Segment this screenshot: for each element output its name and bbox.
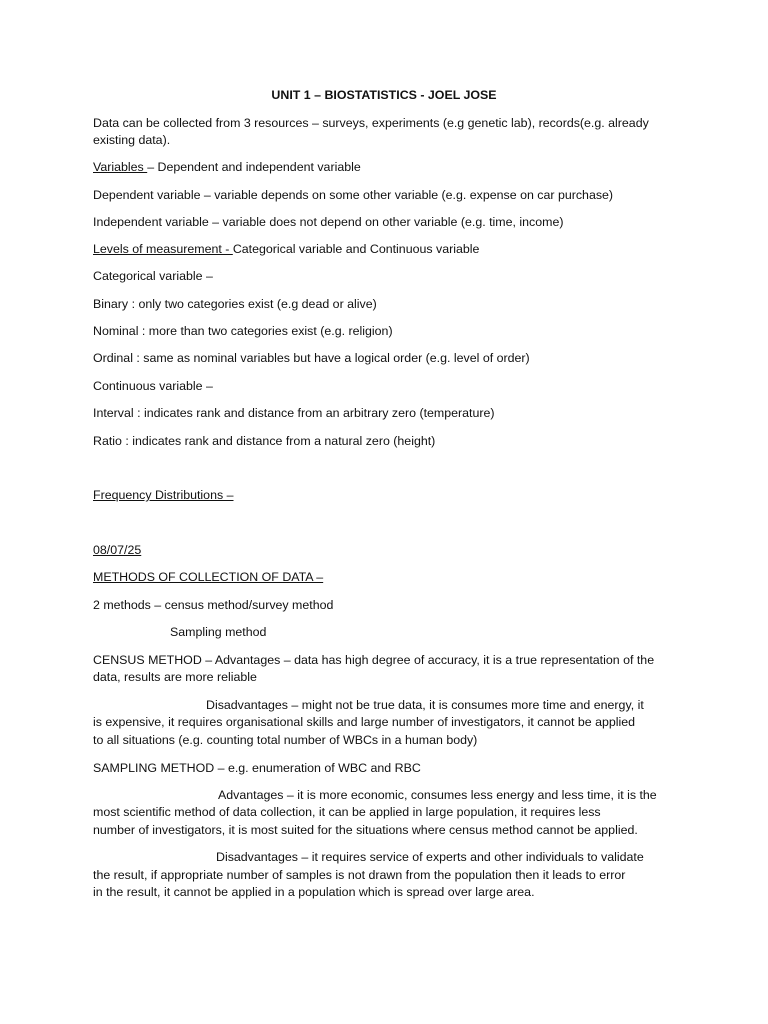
variables-text: – Dependent and independent variable — [147, 160, 361, 174]
sampling-disadvantages-line-2: the result, if appropriate number of samples is not drawn from the population then it leads to error — [93, 868, 626, 882]
variables-heading: Variables — [93, 160, 148, 174]
levels-heading: Levels of measurement - — [93, 242, 233, 256]
collection-line-1: Data can be collected from 3 resources – surveys, experiments (e.g genetic lab), records(e.g. already — [93, 116, 649, 130]
sampling-advantages-line-3: number of investigators, it is most suited for the situations where census method cannot be applied. — [93, 823, 638, 837]
collection-line-2: existing data). — [93, 133, 171, 147]
levels-text: Categorical variable and Continuous variable — [232, 242, 480, 256]
census-disadvantages-line-1: Disadvantages – might not be true data, it is consumes more time and energy, it — [206, 698, 644, 712]
ordinal-text: Ordinal : same as nominal variables but have a logical order (e.g. level of order) — [93, 351, 530, 365]
sampling-advantages-line-1: Advantages – it is more economic, consumes less energy and less time, it is the — [218, 788, 657, 802]
sampling-advantages-line-2: most scientific method of data collection, it can be applied in large population, it requires less — [93, 805, 601, 819]
levels-paragraph — [93, 240, 683, 258]
variables-paragraph — [93, 158, 683, 176]
independent-variable-text: Independent variable – variable does not depend on other variable (e.g. time, income) — [93, 215, 564, 229]
census-advantages-line-1: CENSUS METHOD – Advantages – data has high degree of accuracy, it is a true representation of the — [93, 653, 655, 667]
sampling-method-heading: SAMPLING METHOD – e.g. enumeration of WBC and RBC — [93, 761, 421, 775]
nominal-text: Nominal : more than two categories exist (e.g. religion) — [93, 324, 393, 338]
dependent-variable-text: Dependent variable – variable depends on some other variable (e.g. expense on car purchase) — [93, 188, 614, 202]
interval-text: Interval : indicates rank and distance from an arbitrary zero (temperature) — [93, 406, 495, 420]
binary-text: Binary : only two categories exist (e.g dead or alive) — [93, 297, 377, 311]
sampling-method-text: Sampling method — [170, 625, 267, 639]
methods-heading: METHODS OF COLLECTION OF DATA – — [93, 570, 324, 584]
ratio-text: Ratio : indicates rank and distance from a natural zero (height) — [93, 434, 436, 448]
date-heading: 08/07/25 — [93, 543, 142, 557]
census-disadvantages-line-2: is expensive, it requires organisational skills and large number of investigators, it cannot be applied — [93, 715, 636, 729]
sampling-disadvantages-line-3: in the result, it cannot be applied in a population which is spread over large area. — [93, 885, 535, 899]
categorical-variable-text: Categorical variable – — [93, 269, 213, 283]
page-title: UNIT 1 – BIOSTATISTICS - JOEL JOSE — [271, 88, 497, 102]
census-disadvantages-line-3: to all situations (e.g. counting total number of WBCs in a human body) — [93, 733, 478, 747]
two-methods-text: 2 methods – census method/survey method — [93, 598, 334, 612]
sampling-disadvantages-line-1: Disadvantages – it requires service of experts and other individuals to validate — [216, 850, 644, 864]
frequency-distributions-heading: Frequency Distributions – — [93, 488, 234, 502]
census-advantages-line-2: data, results are more reliable — [93, 670, 257, 684]
continuous-variable-text: Continuous variable – — [93, 379, 213, 393]
